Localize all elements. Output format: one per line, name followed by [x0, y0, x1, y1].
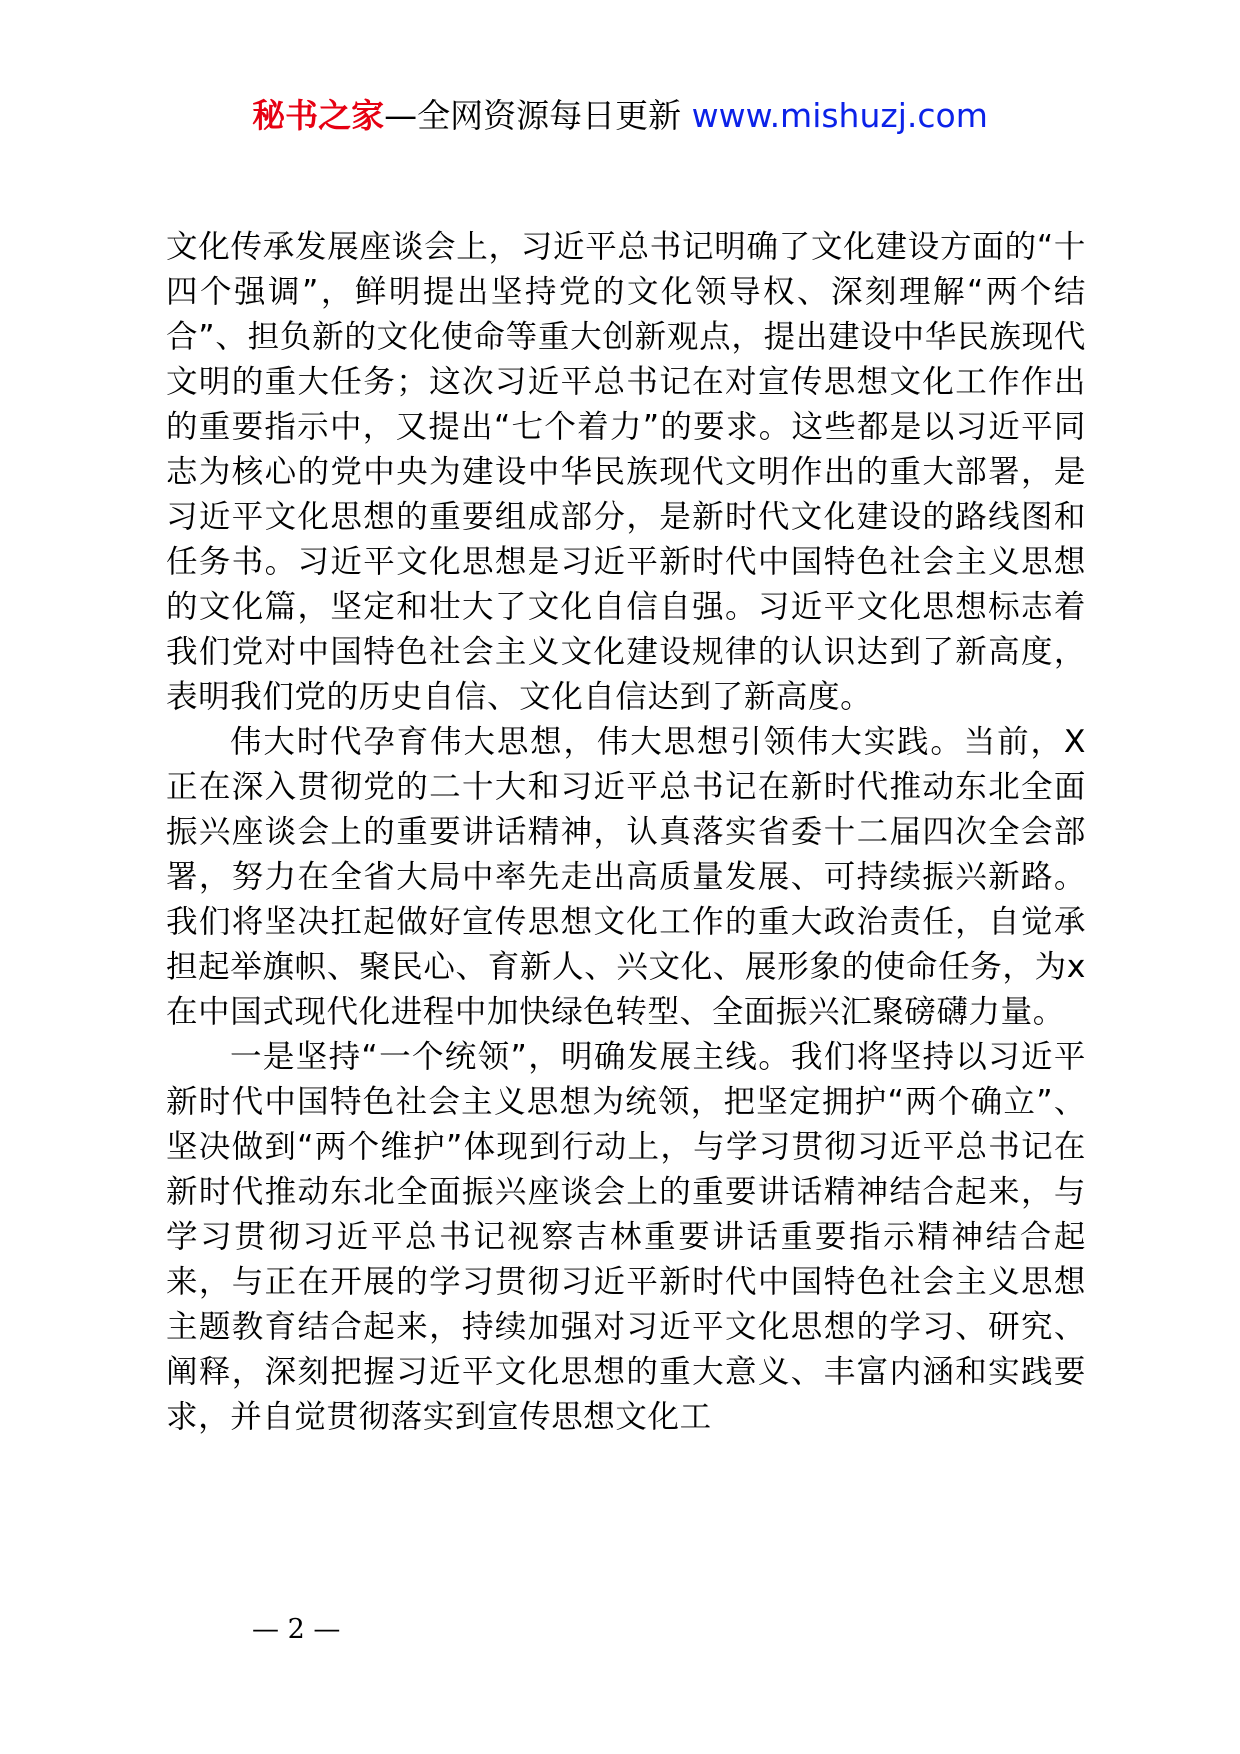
paragraph-practice: 伟大时代孕育伟大思想，伟大思想引领伟大实践。当前，X正在深入贯彻党的二十大和习近平总书记在新时代推动东北全面振兴座谈会上的重要讲话精神，认真落实省委十二届四次全会部署，努力在全省大局中率先走出高质量发展、可持续振兴新路。我们将坚决扛起做好宣传思想文化工作的重大政治责任，自觉承担起举旗帜、聚民心、育新人、兴文化、展形象的使命任务，为x在中国式现代化进程中加快绿色转型、全面振兴汇聚磅礴力量。	[166, 724, 1086, 1030]
paragraph-continuation: 文化传承发展座谈会上，习近平总书记明确了文化建设方面的“十四个强调”，鲜明提出坚持党的文化领导权、深刻理解“两个结合”、担负新的文化使命等重大创新观点，提出建设中华民族现代文明的重大任务；这次习近平总书记在对宣传思想文化工作作出的重要指示中，又提出“七个着力”的要求。这些都是以习近平同志为核心的党中央为建设中华民族现代文明作出的重大部署，是习近平文化思想的重要组成部分，是新时代文化建设的路线图和任务书。习近平文化思想是习近平新时代中国特色社会主义思想的文化篇，坚定和壮大了文化自信自强。习近平文化思想标志着我们党对中国特色社会主义文化建设规律的认识达到了新高度，表明我们党的历史自信、文化自信达到了新高度。	[166, 229, 1086, 715]
brand-name: 秘书之家	[252, 96, 385, 135]
header-slogan: —全网资源每日更新	[384, 96, 682, 135]
site-header	[0, 96, 1240, 136]
page-number: — 2 —	[252, 1614, 341, 1645]
site-url-link[interactable]: www.mishuzj.com	[691, 96, 988, 135]
paragraph-point-one: 一是坚持“一个统领”，明确发展主线。我们将坚持以习近平新时代中国特色社会主义思想为统领，把坚定拥护“两个确立”、坚决做到“两个维护”体现到行动上，与学习贯彻习近平总书记在新时代推动东北全面振兴座谈会上的重要讲话精神结合起来，与学习贯彻习近平总书记视察吉林重要讲话重要指示精神结合起来，与正在开展的学习贯彻习近平新时代中国特色社会主义思想主题教育结合起来，持续加强对习近平文化思想的学习、研究、阐释，深刻把握习近平文化思想的重大意义、丰富内涵和实践要求，并自觉贯彻落实到宣传思想文化工	[166, 1039, 1086, 1435]
document-body	[166, 225, 1086, 1440]
